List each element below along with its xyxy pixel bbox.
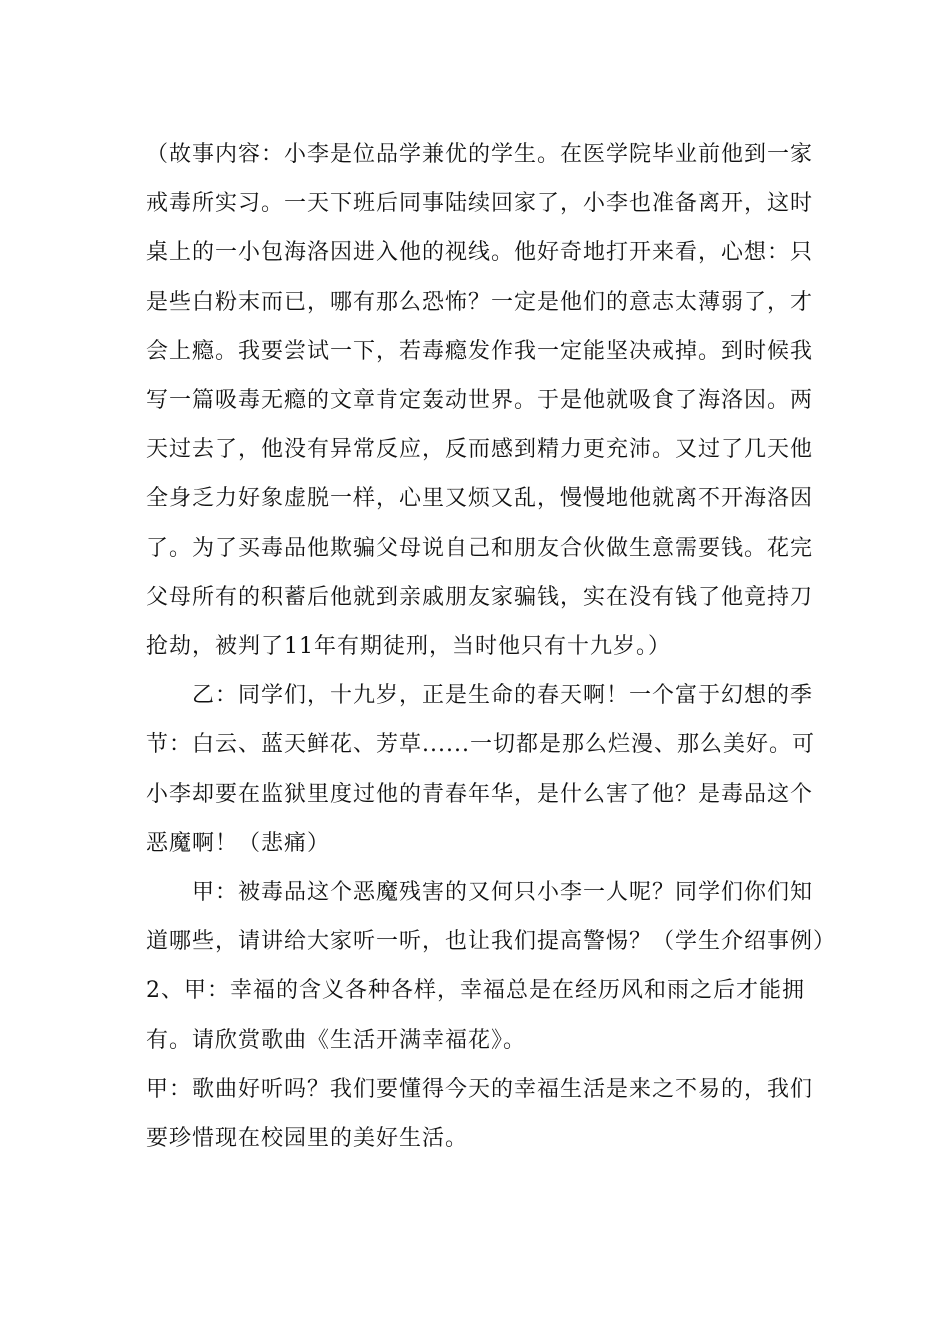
jia-dialogue-paragraph: 甲：被毒品这个恶魔残害的又何只小李一人呢？同学们你们知道哪些，请讲给大家听一听，也让我们提高警惕？（学生介绍事例）	[146, 880, 837, 955]
section-2-paragraph: 2、甲：幸福的含义各种各样，幸福总是在经历风和雨之后才能拥有。请欣赏歌曲《生活开满幸福花》。	[146, 978, 805, 1053]
jia-closing-paragraph: 甲：歌曲好听吗？我们要懂得今天的幸福生活是来之不易的，我们要珍惜现在校园里的美好生活。	[146, 1076, 814, 1152]
story-paragraph: （故事内容：小李是位品学兼优的学生。在医学院毕业前他到一家戒毒所实习。一天下班后同事陆续回家了，小李也准备离开，这时桌上的一小包海洛因进入他的视线。他好奇地打开来看，心想：只是些白粉末而已，哪有那么恐怖？一定是他们的意志太薄弱了，才会上瘾。我要尝试一下，若毒瘾发作我一定能坚决戒掉。到时候我写一篇吸毒无瘾的文章肯定轰动世界。于是他就吸食了海洛因。两天过去了，他没有异常反应，反而感到精力更充沛。又过了几天他全身乏力好象虚脱一样，心里又烦又乱，慢慢地他就离不开海洛因了。为了买毒品他欺骗父母说自己和朋友合伙做生意需要钱。花完父母所有的积蓄后他就到亲戚朋友家骗钱，实在没有钱了他竟持刀抢劫，被判了11年有期徒刑，当时他只有十九岁。）	[146, 142, 814, 660]
yi-dialogue-paragraph: 乙：同学们，十九岁，正是生命的春天啊！一个富于幻想的季节：白云、蓝天鲜花、芳草......一切都是那么烂漫、那么美好。可小李却要在监狱里度过他的青春年华，是什么害了他？是毒品这个恶魔啊！（悲痛）	[146, 683, 815, 856]
document-body	[146, 130, 837, 1163]
